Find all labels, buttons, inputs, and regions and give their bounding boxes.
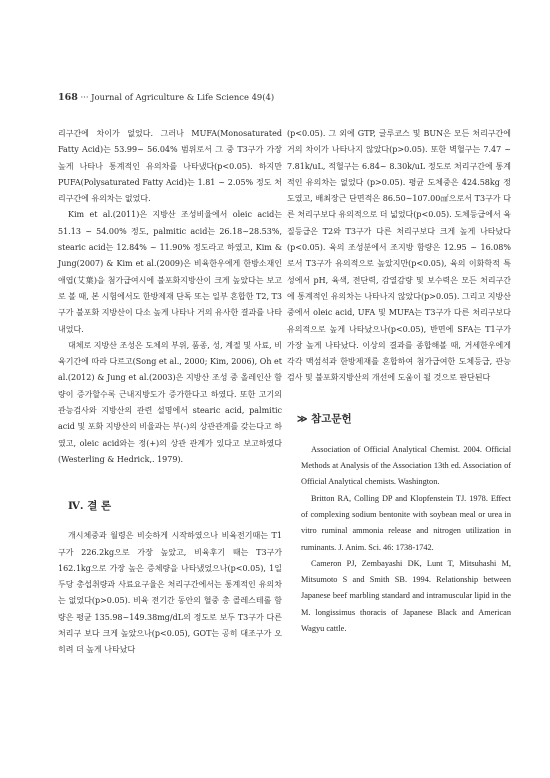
journal-title: ··· Journal of Agriculture & Life Science 49(4) — [80, 92, 275, 102]
reference-item: Cameron PJ, Zembayashi DK, Lunt T, Mitsuhashi M, Mitsumoto S and Smith SB. 1994. Relationship between Japanese beef marbling standard and intramuscular lipid in the M. longissimus thoracis of Japanese Black and American Wagyu cattle. — [301, 558, 511, 634]
section-heading-conclusion: Ⅳ. 결 론 — [68, 500, 112, 513]
paragraph: (p<0.05). 그 외에 GTP, 글루코스 및 BUN은 모든 처리구간에 거의 차이가 나타나지 않았다(p>0.05). 또한 벽혈구는 7.47 ~ 7.81k/uL, 적혈구는 6.84~ 8.30k/uL 정도로 처리구간에 통계적인 유의차는 없었다 (p>0.05). 평균 도체중은 424.58kg 정도였고, 배최장근 단면적은 86.50~107.00㎠으로서 T3구가 다른 처리구보다 유의적으로 더 넓었다(p<0.05). 도체등급에서 육질등급은 T2와 T3구가 다른 처리구보다 크게 높게 나타났다(p<0.05). 육의 조성분에서 조지방 함량은 12.95 ~ 16.08%로서 T3구가 유의적으로 높았지만(p<0.05), 육의 이화학적 특성에서 pH, 육색, 전단력, 감열감량 및 보수력은 모든 처리구간에 통계적인 유의차는 나타나지 않았다(p>0.05). 그리고 지방산 중에서 oleic acid, UFA 및 MUFA는 T3구가 다른 처리구보다 유의적으로 높게 나타났으나(p<0.05), 반면에 SFA는 T1구가 가장 높게 나타났다. 이상의 결과를 종합해볼 때, 거세한우에게 각각 맥섬석과 한방제재를 혼합하여 첨가급여한 도체등급, 관능검사 및 불포화지방산의 개선에 도움이 될 것으로 판단된다 — [287, 129, 511, 383]
paragraph: Kim et al.(2011)은 지방산 조성비율에서 oleic acid는 51.13 ~ 54.00% 정도, palmitic acid는 26.18~28.53%, stearic acid는 12.84% ~ 11.90% 정도라고 하였고, Kim & Jung(2007) & Kim et al.(2009)은 비육한우에게 한방소재인 애엽(艾葉)을 첨가급여시에 불포화지방산이 크게 높았다는 보고로 볼 때, 본 시험에서도 한방제재 단독 또는 일부 혼합한 T2, T3구가 불포화 지방산이 다소 높게 나타나 거의 유사한 결과를 나타내었다. — [58, 210, 282, 334]
left-column — [58, 126, 282, 659]
reference-list — [287, 442, 511, 638]
paragraph: 리구간에 차이가 없었다. 그러나 MUFA(Monosaturated Fatty Acid)는 53.99~ 56.04% 범위로서 그 중 T3구가 가장 높게 나타나 통계적인 유의차를 나타냈다(p<0.05). 하지만 PUFA(Polysaturated Fatty Acid)는 1.81 ~ 2.05% 정도 처리구간에 유의차는 없었다. — [58, 129, 282, 204]
running-head — [58, 92, 274, 103]
references-title: 참고문헌 — [311, 412, 352, 425]
page-number: 168 — [58, 92, 78, 103]
reference-item: Association of Official Analytical Chemist. 2004. Official Methods at Analysis of the Association 13th ed. Association of Official Analytical chemists. Washington. — [301, 444, 511, 487]
paragraph: 개시체중과 월령은 비슷하게 시작하였으나 비육전기때는 T1구가 226.2kg으로 가장 높았고, 비육후기 때는 T3구가 162.1kg으로 가장 높은 증체량을 나타냈었으나(p<0.05), 1일 두당 총섭취량과 사료요구율은 처리구간에서는 통계적인 유의차는 없었다(p>0.05). 비육 전기간 동안의 혈중 총 콜레스테롤 함량은 평균 135.98~149.38mg/dL의 정도로 보두 T3구가 다른 처리구 보다 크게 높았으나(p<0.05), GOT는 공히 대조구가 오히려 더 높게 나타났다 — [58, 531, 282, 655]
reference-item: Britton RA, Colling DP and Klopfenstein TJ. 1978. Effect of complexing sodium bentonite with soybean meal or urea in vitro ruminal ammonia release and nitrogen utilization in ruminants. J. Anim. Sci. 46: 1738-1742. — [301, 493, 511, 552]
section-heading-references — [287, 411, 511, 428]
right-column — [287, 126, 511, 637]
paragraph: 대체로 지방산 조성은 도체의 부위, 품종, 성, 계절 및 사료, 비육기간에 따라 다르고(Song et al., 2000; Kim, 2006), Oh et al.(2012) & Jung et al.(2003)은 지방산 조성 중 올레인산 함량이 증가할수록 근내지방도가 증가한다고 하였다. 또한 고기의 관능검사와 지방산의 관련 설명에서 stearic acid, palmitic acid 및 포화 지방산의 비율과는 부(-)의 상관관계를 갖는다고 하였고, oleic acid와는 정(+)의 상관 관계가 있다고 보고하였다(Westerling & Hedrick,. 1979). — [58, 340, 282, 464]
heading-mark: ≫ — [297, 413, 308, 425]
